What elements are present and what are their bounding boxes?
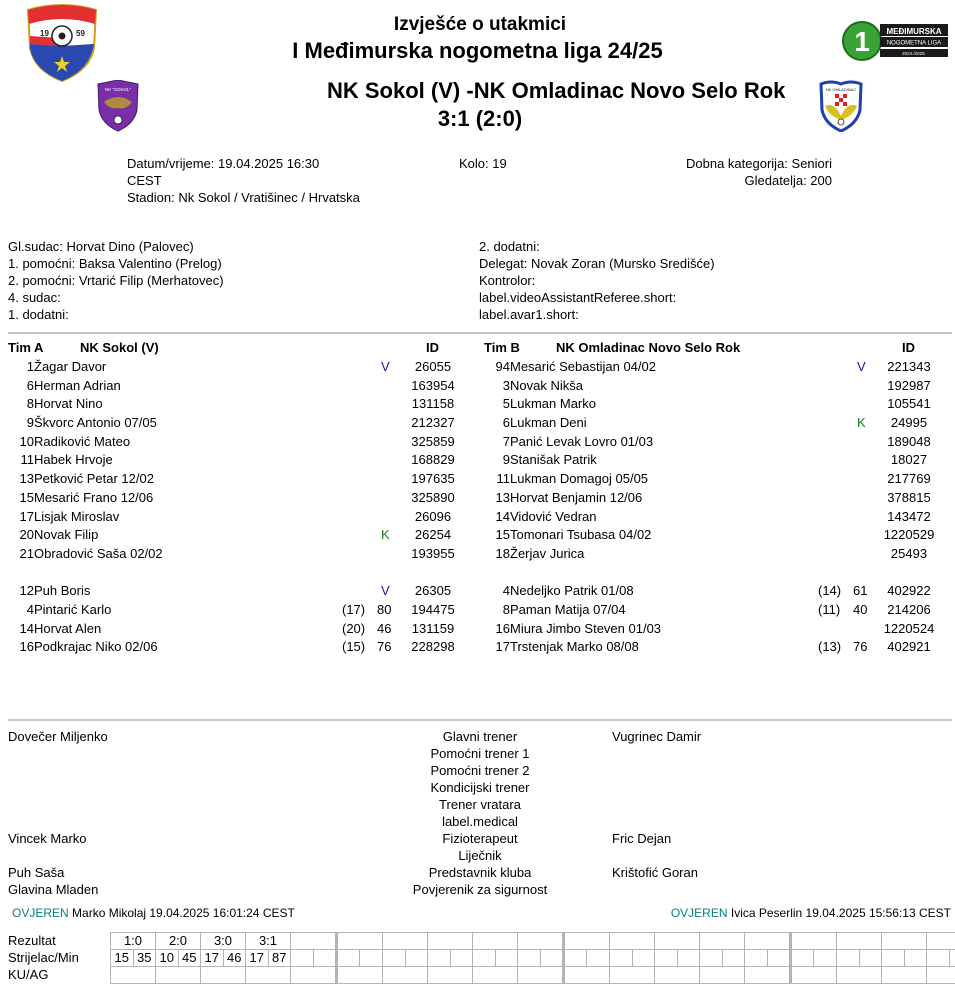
- player-id: 131158: [411, 396, 455, 411]
- team-a-staff-name: Dovečer Miljenko: [8, 729, 108, 744]
- player-id: 26254: [414, 527, 452, 542]
- svg-text:NOGOMETNA LIGA: NOGOMETNA LIGA: [886, 40, 942, 47]
- staff-role: Pomoćni trener 2: [430, 763, 530, 778]
- label-result: Rezultat: [8, 933, 56, 948]
- ku-ag-cell: [791, 967, 837, 984]
- svg-text:1: 1: [854, 26, 870, 57]
- match-stadium: Stadion: Nk Sokol / Vratišinec / Hrvatska: [127, 190, 360, 205]
- svg-text:2024./2025.: 2024./2025.: [902, 51, 926, 56]
- team-b-label: Tim B: [484, 340, 520, 355]
- player-number: 1: [26, 359, 34, 374]
- player-name: Paman Matija 07/04: [510, 602, 626, 617]
- player-name: Habek Hrvoje: [34, 452, 113, 467]
- goal-minute-cell: 35: [133, 950, 156, 967]
- team-a-label: Tim A: [8, 340, 44, 355]
- player-row: [8, 377, 478, 395]
- player-id: 105541: [887, 396, 931, 411]
- ku-ag-cell: [111, 967, 156, 984]
- player-name: Panić Levak Lovro 01/03: [510, 434, 654, 449]
- player-number: 3: [502, 378, 510, 393]
- player-id: 192987: [887, 378, 931, 393]
- substitution-minute: 40: [853, 602, 868, 617]
- player-number: 20: [19, 527, 34, 542]
- match-timezone: CEST: [127, 173, 162, 188]
- captain-marker: K: [381, 527, 390, 542]
- scorer-row: [111, 950, 955, 967]
- match-category: Dobna kategorija: Seniori: [686, 156, 832, 171]
- verification-left: [12, 906, 295, 920]
- goal-result-cell: [564, 933, 610, 950]
- ku-ag-cell: [428, 967, 473, 984]
- player-row: [8, 508, 478, 526]
- goal-result-cell: [473, 933, 518, 950]
- goal-scorer-cell: 10: [156, 950, 179, 967]
- team-a-name: NK Sokol (V): [80, 340, 159, 355]
- svg-text:MEĐIMURSKA: MEĐIMURSKA: [886, 27, 942, 36]
- player-number: 15: [19, 490, 34, 505]
- player-name: Petković Petar 12/02: [34, 471, 154, 486]
- substituted-player: (14): [818, 583, 842, 598]
- goal-result-cell: [610, 933, 655, 950]
- official-var: label.videoAssistantReferee.short:: [479, 290, 677, 305]
- player-id: 214206: [887, 602, 931, 617]
- player-id: 168829: [411, 452, 455, 467]
- verified-by: Ivica Peserlin 19.04.2025 15:56:13 CEST: [730, 906, 951, 920]
- player-number: 21: [19, 546, 34, 561]
- official-assistant-2: 2. pomoćni: Vrtarić Filip (Merhatovec): [8, 273, 224, 288]
- captain-marker: K: [857, 415, 866, 430]
- ku-ag-cell: [156, 967, 201, 984]
- player-number: 13: [19, 471, 34, 486]
- player-id: 1220524: [883, 621, 935, 636]
- verification-right: [671, 906, 951, 920]
- player-name: Podkrajac Niko 02/06: [34, 639, 158, 654]
- player-name: Škvorc Antonio 07/05: [34, 415, 157, 430]
- goal-scorer-cell: [927, 950, 950, 967]
- player-number: 5: [502, 396, 510, 411]
- player-id: 217769: [887, 471, 931, 486]
- player-number: 16: [495, 621, 510, 636]
- player-name: Horvat Nino: [34, 396, 103, 411]
- player-number: 11: [496, 471, 510, 486]
- goal-result-cell: 1:0: [111, 933, 156, 950]
- home-team-name: NK Sokol (V): [327, 78, 461, 103]
- ku-ag-cell: [700, 967, 745, 984]
- substitute-row: [484, 582, 954, 600]
- player-number: 16: [19, 639, 34, 654]
- player-row: [484, 489, 954, 507]
- label-scorer-minute: Strijelac/Min: [8, 950, 79, 965]
- goal-scorer-cell: [610, 950, 633, 967]
- official-controller: Kontrolor:: [479, 273, 536, 288]
- player-number: 7: [502, 434, 510, 449]
- substitution-minute: 46: [377, 621, 392, 636]
- staff-row: [0, 779, 955, 796]
- official-additional-2: 2. dodatni:: [479, 239, 540, 254]
- goal-result-cell: [655, 933, 700, 950]
- staff-row: [0, 864, 955, 881]
- goal-result-cell: [518, 933, 564, 950]
- verified-status: OVJEREN: [12, 906, 69, 920]
- player-row: [8, 526, 478, 544]
- ku-ag-cell: [610, 967, 655, 984]
- player-number: 18: [495, 546, 510, 561]
- player-number: 13: [495, 490, 510, 505]
- ku-ag-cell: [564, 967, 610, 984]
- goal-result-cell: 2:0: [156, 933, 201, 950]
- player-number: 94: [495, 359, 510, 374]
- player-number: 6: [502, 415, 510, 430]
- goal-scorer-cell: [428, 950, 451, 967]
- staff-row: [0, 813, 955, 830]
- staff-row: [0, 830, 955, 847]
- goal-minute-cell: [314, 950, 337, 967]
- ku-ag-cell: [927, 967, 955, 984]
- goal-minute-cell: [495, 950, 518, 967]
- player-number: 4: [26, 602, 34, 617]
- ku-ag-cell: [383, 967, 428, 984]
- goal-scorer-cell: [473, 950, 496, 967]
- player-row: [484, 470, 954, 488]
- goal-result-cell: [337, 933, 383, 950]
- player-id: 131159: [411, 621, 455, 636]
- player-name: Žagar Davor: [34, 359, 107, 374]
- player-name: Lisjak Miroslav: [34, 509, 120, 524]
- match-datetime-block: [127, 155, 360, 206]
- ku-ag-cell: [291, 967, 337, 984]
- player-row: [8, 470, 478, 488]
- goal-minute-cell: [632, 950, 655, 967]
- label-ku-ag: KU/AG: [8, 967, 49, 982]
- goal-minute-cell: [677, 950, 700, 967]
- officials-left: [8, 238, 224, 323]
- player-number: 9: [502, 452, 510, 467]
- player-name: Radiković Mateo: [34, 434, 131, 449]
- player-row: [484, 545, 954, 563]
- substituted-player: (11): [818, 602, 841, 617]
- player-id: 228298: [411, 639, 455, 654]
- player-name: Horvat Benjamin 12/06: [510, 490, 643, 505]
- team-b-name: NK Omladinac Novo Selo Rok: [556, 340, 741, 355]
- player-name: Lukman Domagoj 05/05: [510, 471, 649, 486]
- goal-scorer-cell: [518, 950, 541, 967]
- goal-minute-cell: [722, 950, 745, 967]
- svg-text:NK OMLADINAC: NK OMLADINAC: [825, 87, 857, 92]
- player-id: 325859: [411, 434, 455, 449]
- player-name: Miura Jimbo Steven 01/03: [510, 621, 662, 636]
- result-row: [111, 933, 955, 950]
- goal-minute-cell: [405, 950, 428, 967]
- verified-status: OVJEREN: [670, 906, 728, 920]
- staff-row: [0, 847, 955, 864]
- officials-right: [479, 238, 715, 323]
- team-separator: -: [466, 78, 474, 103]
- goal-scorer-cell: [291, 950, 314, 967]
- goal-scorer-cell: [383, 950, 406, 967]
- staff-role: label.medical: [442, 814, 518, 829]
- player-number: 6: [26, 378, 34, 393]
- goal-minute-cell: [360, 950, 383, 967]
- player-name: Tomonari Tsubasa 04/02: [510, 527, 652, 542]
- substituted-player: (13): [818, 639, 842, 654]
- player-row: [484, 433, 954, 451]
- substitution-minute: 61: [853, 583, 868, 598]
- goal-scorer-cell: [837, 950, 860, 967]
- player-id: 163954: [411, 378, 455, 393]
- staff-row: [0, 881, 955, 898]
- goal-result-cell: [428, 933, 473, 950]
- ku-ag-cell: [837, 967, 882, 984]
- staff-row: [0, 728, 955, 745]
- player-number: 17: [495, 639, 510, 654]
- player-name: Mesarić Sebastijan 04/02: [510, 359, 656, 374]
- goal-scorer-cell: [655, 950, 678, 967]
- substitute-row: [8, 638, 478, 656]
- player-name: Vidović Vedran: [510, 509, 597, 524]
- goal-minute-cell: [859, 950, 882, 967]
- staff-role: Trener vratara: [439, 797, 521, 812]
- player-row: [8, 451, 478, 469]
- player-id: 1220529: [883, 527, 935, 542]
- player-row: [8, 433, 478, 451]
- player-number: 11: [20, 452, 34, 467]
- ku-ag-cell: [745, 967, 791, 984]
- player-number: 8: [26, 396, 34, 411]
- ku-ag-cell: [246, 967, 291, 984]
- league-title: I Međimurska nogometna liga 24/25: [292, 38, 663, 63]
- player-number: 14: [495, 509, 510, 524]
- ku-ag-cell: [655, 967, 700, 984]
- goal-result-cell: 3:1: [246, 933, 291, 950]
- player-row: [484, 358, 954, 376]
- player-name: Stanišak Patrik: [510, 452, 597, 467]
- official-additional-1: 1. dodatni:: [8, 307, 69, 322]
- official-fourth: 4. sudac:: [8, 290, 61, 305]
- goal-minute-cell: [587, 950, 610, 967]
- staff-row: [0, 745, 955, 762]
- goalkeeper-marker: V: [381, 359, 390, 374]
- player-name: Pintarić Karlo: [34, 602, 112, 617]
- staff-role: Glavni trener: [442, 729, 518, 744]
- player-id: 26055: [414, 359, 452, 374]
- player-id: 24995: [890, 415, 928, 430]
- match-title: [327, 78, 785, 104]
- goal-scorer-cell: [882, 950, 905, 967]
- goal-minute-cell: [450, 950, 473, 967]
- team-a-staff-name: Glavina Mladen: [8, 882, 99, 897]
- player-number: 17: [19, 509, 34, 524]
- official-assistant-1: 1. pomoćni: Baksa Valentino (Prelog): [8, 256, 222, 271]
- goal-scorer-cell: [791, 950, 814, 967]
- report-title: Izvješće o utakmici: [393, 14, 567, 35]
- official-delegate: Delegat: Novak Zoran (Mursko Središće): [479, 256, 715, 271]
- player-id: 193955: [411, 546, 455, 561]
- staff-role: Predstavnik kluba: [428, 865, 532, 880]
- team-b-id-header: ID: [902, 340, 915, 355]
- goal-result-cell: [927, 933, 955, 950]
- player-id: 189048: [887, 434, 931, 449]
- divider: [8, 332, 952, 334]
- goal-result-cell: [837, 933, 882, 950]
- staff-role: Liječnik: [458, 848, 502, 863]
- player-name: Novak Nikša: [510, 378, 583, 393]
- goal-result-cell: [791, 933, 837, 950]
- player-id: 378815: [887, 490, 931, 505]
- player-id: 25493: [890, 546, 928, 561]
- ku-ag-cell: [337, 967, 383, 984]
- player-row: [8, 414, 478, 432]
- player-name: Mesarić Frano 12/06: [34, 490, 154, 505]
- ku-ag-cell: [473, 967, 518, 984]
- substitute-row: [484, 620, 954, 638]
- substitute-row: [484, 601, 954, 619]
- goal-scorer-cell: [564, 950, 587, 967]
- player-name: Žerjav Jurica: [510, 546, 585, 561]
- player-number: 9: [26, 415, 34, 430]
- goal-minute-cell: [814, 950, 837, 967]
- player-id: 143472: [887, 509, 931, 524]
- substitution-minute: 80: [377, 602, 392, 617]
- staff-row: [0, 796, 955, 813]
- player-name: Novak Filip: [34, 527, 99, 542]
- player-id: 26305: [414, 583, 452, 598]
- player-row: [484, 508, 954, 526]
- goal-minute-cell: [541, 950, 564, 967]
- team-a-staff-name: Vincek Marko: [8, 831, 87, 846]
- team-a-id-header: ID: [426, 340, 439, 355]
- staff-row: [0, 762, 955, 779]
- player-name: Nedeljko Patrik 01/08: [510, 583, 634, 598]
- goal-result-cell: [700, 933, 745, 950]
- away-team-name: NK Omladinac Novo Selo Rok: [473, 78, 786, 103]
- player-row: [8, 358, 478, 376]
- goal-scorer-cell: [745, 950, 768, 967]
- player-number: 4: [502, 583, 510, 598]
- official-main-referee: Gl.sudac: Horvat Dino (Palovec): [8, 239, 194, 254]
- player-name: Lukman Deni: [510, 415, 587, 430]
- player-id: 197635: [411, 471, 455, 486]
- match-datetime: Datum/vrijeme: 19.04.2025 16:30: [127, 156, 320, 171]
- match-category-block: [686, 155, 832, 189]
- player-row: [484, 377, 954, 395]
- ku-ag-cell: [882, 967, 927, 984]
- substitution-minute: 76: [853, 639, 868, 654]
- svg-text:NK "SOKOL": NK "SOKOL": [104, 87, 132, 92]
- player-row: [8, 395, 478, 413]
- goal-result-cell: [291, 933, 337, 950]
- substitute-row: [8, 601, 478, 619]
- player-id: 26096: [414, 509, 452, 524]
- substitute-row: [484, 638, 954, 656]
- goalkeeper-marker: V: [857, 359, 866, 374]
- staff-role: Kondicijski trener: [430, 780, 530, 795]
- player-name: Obradović Saša 02/02: [34, 546, 163, 561]
- player-number: 8: [502, 602, 510, 617]
- goal-scorer-cell: 17: [201, 950, 224, 967]
- substitute-row: [8, 620, 478, 638]
- goal-minute-cell: 45: [178, 950, 201, 967]
- staff-role: Fizioterapeut: [442, 831, 518, 846]
- player-name: Horvat Alen: [34, 621, 102, 636]
- goal-result-cell: [882, 933, 927, 950]
- goal-minute-cell: 46: [223, 950, 246, 967]
- player-row: [484, 395, 954, 413]
- goal-minute-cell: [904, 950, 927, 967]
- player-id: 325890: [411, 490, 455, 505]
- player-name: Trstenjak Marko 08/08: [510, 639, 639, 654]
- divider: [8, 719, 952, 721]
- goal-scorer-cell: [700, 950, 723, 967]
- goal-scorer-cell: 17: [246, 950, 269, 967]
- goal-minute-cell: [768, 950, 791, 967]
- substitute-row: [8, 582, 478, 600]
- goal-minute-cell: [949, 950, 955, 967]
- match-attendance: Gledatelja: 200: [744, 173, 832, 188]
- player-id: 18027: [890, 452, 928, 467]
- goals-grid: [110, 932, 955, 984]
- team-a-staff-name: Puh Saša: [8, 865, 65, 880]
- team-b-staff-name: Fric Dejan: [612, 831, 672, 846]
- svg-text:59: 59: [76, 29, 85, 38]
- player-row: [484, 414, 954, 432]
- staff-role: Povjerenik za sigurnost: [412, 882, 548, 897]
- substitution-minute: 76: [377, 639, 392, 654]
- match-score: 3:1 (2:0): [437, 106, 523, 131]
- player-id: 194475: [411, 602, 455, 617]
- player-row: [484, 526, 954, 544]
- goal-scorer-cell: 15: [111, 950, 134, 967]
- player-number: 14: [19, 621, 34, 636]
- player-name: Lukman Marko: [510, 396, 596, 411]
- staff-role: Pomoćni trener 1: [430, 746, 530, 761]
- team-b-staff-name: Krištofić Goran: [612, 865, 698, 880]
- player-id: 221343: [887, 359, 931, 374]
- ku-ag-cell: [201, 967, 246, 984]
- player-id: 402922: [887, 583, 931, 598]
- ku-ag-cell: [518, 967, 564, 984]
- player-name: Puh Boris: [34, 583, 91, 598]
- player-row: [484, 451, 954, 469]
- goalkeeper-marker: V: [381, 583, 390, 598]
- player-number: 12: [19, 583, 34, 598]
- goal-result-cell: 3:0: [201, 933, 246, 950]
- official-avar: label.avar1.short:: [479, 307, 579, 322]
- player-name: Herman Adrian: [34, 378, 121, 393]
- goals-labels: [8, 932, 79, 983]
- goal-minute-cell: 87: [268, 950, 291, 967]
- substituted-player: (15): [342, 639, 366, 654]
- player-id: 402921: [887, 639, 931, 654]
- verified-by: Marko Mikolaj 19.04.2025 16:01:24 CEST: [72, 906, 295, 920]
- match-round: Kolo: 19: [459, 156, 507, 171]
- goal-result-cell: [745, 933, 791, 950]
- player-row: [8, 489, 478, 507]
- ku-ag-row: [111, 967, 955, 984]
- team-b-staff-name: Vugrinec Damir: [612, 729, 702, 744]
- substituted-player: (20): [342, 621, 366, 636]
- player-row: [8, 545, 478, 563]
- player-number: 10: [19, 434, 34, 449]
- svg-text:19: 19: [40, 29, 49, 38]
- substituted-player: (17): [342, 602, 366, 617]
- player-number: 15: [495, 527, 510, 542]
- goal-scorer-cell: [337, 950, 360, 967]
- player-id: 212327: [411, 415, 455, 430]
- goal-result-cell: [383, 933, 428, 950]
